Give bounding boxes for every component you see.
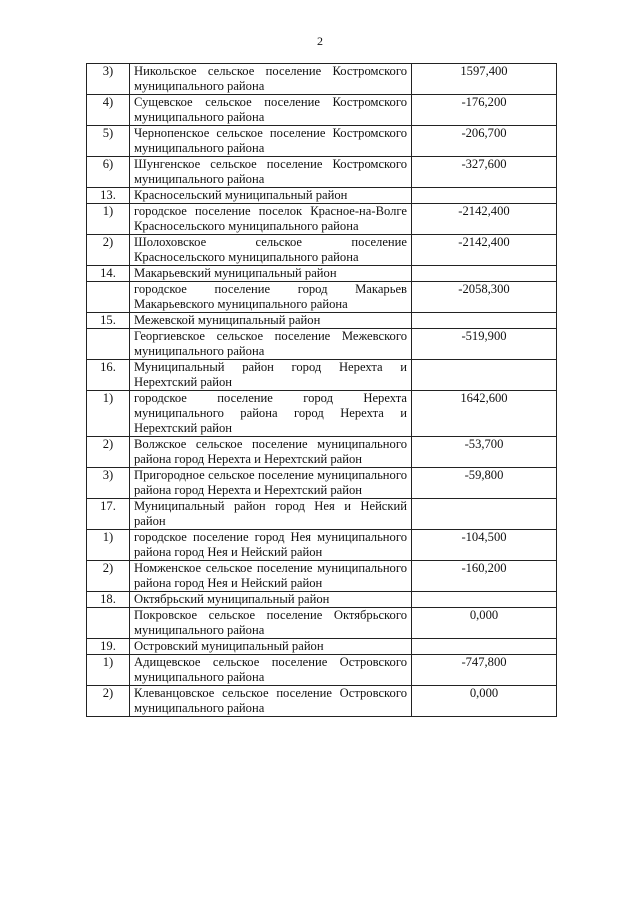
row-number: 4) bbox=[87, 95, 130, 126]
table-row bbox=[87, 313, 557, 329]
row-name: Островский муниципальный район bbox=[130, 639, 412, 655]
row-name: Номженское сельское поселение муниципального района город Нея и Нейский район bbox=[130, 561, 412, 592]
row-number: 17. bbox=[87, 499, 130, 530]
row-number: 16. bbox=[87, 360, 130, 391]
row-name: Никольское сельское поселение Костромского муниципального района bbox=[130, 64, 412, 95]
table-row bbox=[87, 329, 557, 360]
row-number: 19. bbox=[87, 639, 130, 655]
table-row bbox=[87, 360, 557, 391]
row-name: Волжское сельское поселение муниципального района город Нерехта и Нерехтский район bbox=[130, 437, 412, 468]
table-row bbox=[87, 266, 557, 282]
row-value bbox=[412, 360, 557, 391]
table-row bbox=[87, 592, 557, 608]
row-name: Сущевское сельское поселение Костромского муниципального района bbox=[130, 95, 412, 126]
row-value: -176,200 bbox=[412, 95, 557, 126]
row-number bbox=[87, 329, 130, 360]
row-name: Межевской муниципальный район bbox=[130, 313, 412, 329]
row-value bbox=[412, 639, 557, 655]
row-number: 3) bbox=[87, 468, 130, 499]
row-number: 14. bbox=[87, 266, 130, 282]
row-number: 1) bbox=[87, 530, 130, 561]
row-value: -2142,400 bbox=[412, 204, 557, 235]
row-name: городское поселение поселок Красное-на-Волге Красносельского муниципального района bbox=[130, 204, 412, 235]
table-body bbox=[87, 64, 557, 717]
row-value: 1597,400 bbox=[412, 64, 557, 95]
row-name: Макарьевский муниципальный район bbox=[130, 266, 412, 282]
row-name: городское поселение город Макарьев Макарьевского муниципального района bbox=[130, 282, 412, 313]
row-value bbox=[412, 499, 557, 530]
row-name: Октябрьский муниципальный район bbox=[130, 592, 412, 608]
row-name: Георгиевское сельское поселение Межевского муниципального района bbox=[130, 329, 412, 360]
page-number: 2 bbox=[317, 34, 323, 48]
row-value: -53,700 bbox=[412, 437, 557, 468]
row-value: -59,800 bbox=[412, 468, 557, 499]
table-row bbox=[87, 391, 557, 437]
row-name: Шолоховское сельское поселение Красносельского муниципального района bbox=[130, 235, 412, 266]
row-name: Муниципальный район город Нея и Нейский район bbox=[130, 499, 412, 530]
table-row bbox=[87, 499, 557, 530]
table-row bbox=[87, 530, 557, 561]
row-number: 13. bbox=[87, 188, 130, 204]
row-name: городское поселение город Нея муниципального района город Нея и Нейский район bbox=[130, 530, 412, 561]
table-row bbox=[87, 204, 557, 235]
row-value: -104,500 bbox=[412, 530, 557, 561]
row-number: 1) bbox=[87, 391, 130, 437]
table-row bbox=[87, 235, 557, 266]
row-value: -327,600 bbox=[412, 157, 557, 188]
row-number: 1) bbox=[87, 655, 130, 686]
row-number: 5) bbox=[87, 126, 130, 157]
row-name: Покровское сельское поселение Октябрьского муниципального района bbox=[130, 608, 412, 639]
row-name: Пригородное сельское поселение муниципального района город Нерехта и Нерехтский район bbox=[130, 468, 412, 499]
row-name: Клеванцовское сельское поселение Островского муниципального района bbox=[130, 686, 412, 717]
row-value: -519,900 bbox=[412, 329, 557, 360]
row-number: 6) bbox=[87, 157, 130, 188]
row-number: 2) bbox=[87, 686, 130, 717]
row-number: 2) bbox=[87, 235, 130, 266]
table-row bbox=[87, 95, 557, 126]
row-number: 3) bbox=[87, 64, 130, 95]
row-name: Красносельский муниципальный район bbox=[130, 188, 412, 204]
row-number: 2) bbox=[87, 561, 130, 592]
row-name: городское поселение город Нерехта муниципального района город Нерехта и Нерехтский район bbox=[130, 391, 412, 437]
row-value: -2058,300 bbox=[412, 282, 557, 313]
row-value: -160,200 bbox=[412, 561, 557, 592]
row-number bbox=[87, 282, 130, 313]
row-number: 1) bbox=[87, 204, 130, 235]
row-value: 0,000 bbox=[412, 686, 557, 717]
row-value bbox=[412, 592, 557, 608]
table-row bbox=[87, 468, 557, 499]
table-row bbox=[87, 188, 557, 204]
table-row bbox=[87, 561, 557, 592]
table-row bbox=[87, 282, 557, 313]
row-name: Шунгенское сельское поселение Костромского муниципального района bbox=[130, 157, 412, 188]
table-row bbox=[87, 655, 557, 686]
table-row bbox=[87, 608, 557, 639]
row-name: Муниципальный район город Нерехта и Нерехтский район bbox=[130, 360, 412, 391]
budget-table bbox=[86, 63, 557, 717]
row-value: -2142,400 bbox=[412, 235, 557, 266]
table-row bbox=[87, 639, 557, 655]
row-number: 15. bbox=[87, 313, 130, 329]
row-value bbox=[412, 313, 557, 329]
row-value: -747,800 bbox=[412, 655, 557, 686]
table-row bbox=[87, 126, 557, 157]
row-value bbox=[412, 266, 557, 282]
row-name: Чернопенское сельское поселение Костромского муниципального района bbox=[130, 126, 412, 157]
table-row bbox=[87, 157, 557, 188]
table-row bbox=[87, 437, 557, 468]
row-number bbox=[87, 608, 130, 639]
table-row bbox=[87, 686, 557, 717]
row-value: 1642,600 bbox=[412, 391, 557, 437]
row-value bbox=[412, 188, 557, 204]
row-number: 18. bbox=[87, 592, 130, 608]
row-number: 2) bbox=[87, 437, 130, 468]
table-row bbox=[87, 64, 557, 95]
row-value: -206,700 bbox=[412, 126, 557, 157]
row-value: 0,000 bbox=[412, 608, 557, 639]
row-name: Адищевское сельское поселение Островского муниципального района bbox=[130, 655, 412, 686]
